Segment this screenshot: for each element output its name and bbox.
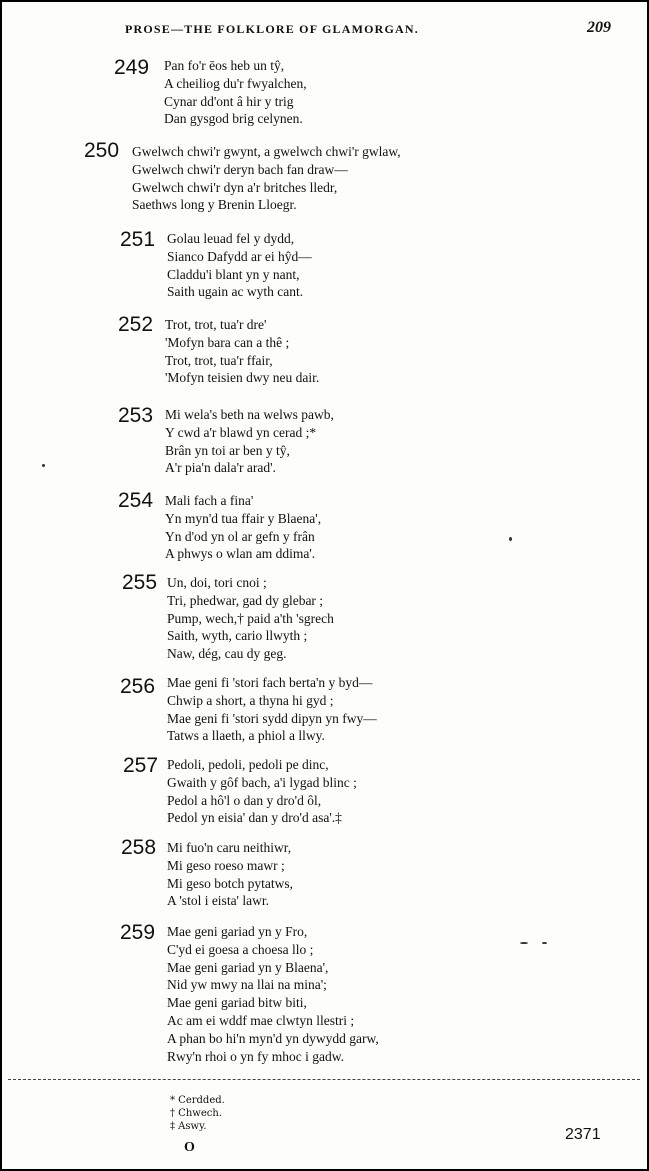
verse-line: Y cwd a'r blawd yn cerad ;*: [165, 424, 317, 440]
verse-line: Mi geso botch pytatws,: [167, 875, 293, 891]
verse-line: Mi geso roeso mawr ;: [167, 857, 285, 873]
verse-line: A cheiliog du'r fwyalchen,: [164, 75, 307, 91]
verse-line: Mae geni fi 'stori sydd dipyn yn fwy—: [167, 710, 377, 726]
verse-number: 249: [114, 56, 150, 79]
verse-lines: [167, 923, 379, 1065]
verse-lines: [167, 674, 377, 745]
verse-number: 255: [122, 571, 158, 594]
verse-line: Naw, dég, cau dy geg.: [167, 646, 287, 662]
verse-number: 253: [118, 404, 154, 427]
verse-lines: [164, 57, 307, 128]
scan-speck: [509, 537, 512, 541]
verse-line: Trot, trot, tua'r dre': [165, 317, 267, 332]
verse-line: Claddu'i blant yn y nant,: [167, 266, 300, 282]
verse-line: Rwy'n rhoi o yn fy mhoc i gadw.: [167, 1048, 345, 1064]
verse-line: Nid yw mwy na llai na mina';: [167, 977, 327, 993]
verse-number: 251: [120, 228, 156, 251]
verse-lines: [167, 230, 312, 301]
footnote-rule: [8, 1079, 640, 1080]
verse-lines: [132, 143, 401, 214]
verse-line: Gwelwch chwi'r deryn bach fan draw—: [132, 161, 348, 177]
verse-line: Mi wela's beth na welws pawb,: [165, 407, 334, 422]
verse-line: Sianco Dafydd ar ei hŷd—: [167, 248, 312, 264]
verse-line: Yn myn'd tua ffair y Blaena',: [165, 510, 322, 526]
footnote: * Cerdded.: [170, 1095, 225, 1106]
verse-number: 250: [84, 139, 120, 162]
verse-number: 256: [120, 675, 156, 698]
verse-line: A phwys o wlan am ddima'.: [165, 546, 316, 562]
verse-line: Pedol yn eisia' dan y dro'd asa'.‡: [167, 810, 342, 826]
verse-line: Un, doi, tori cnoi ;: [167, 575, 267, 590]
verse-line: Gwelwch chwi'r dyn a'r britches lledr,: [132, 179, 338, 195]
verse-number: 258: [121, 836, 157, 859]
scan-speck: [42, 464, 45, 467]
footnotes: [170, 1094, 225, 1133]
page-header: [2, 19, 647, 43]
running-title: PROSE—THE FOLKLORE OF GLAMORGAN.: [125, 22, 419, 36]
verse-lines: [167, 574, 334, 663]
verse-lines: [165, 406, 334, 477]
verse-line: C'yd ei goesa a choesa llo ;: [167, 941, 314, 957]
verse-line: Tri, phedwar, gad dy glebar ;: [167, 592, 324, 608]
verse-line: Mae geni gariad bitw biti,: [167, 995, 307, 1011]
verse-lines: [167, 756, 357, 827]
verse-line: Golau leuad fel y dydd,: [167, 231, 295, 246]
verse-number: 252: [118, 313, 154, 336]
verse-line: Yn d'od yn ol ar gefn y frân: [165, 528, 315, 544]
verse-lines: [167, 839, 293, 910]
verse-line: Saith, wyth, cario llwyth ;: [167, 628, 308, 644]
verse-line: Cynar dd'ont â hir y trig: [164, 93, 294, 109]
verse-line: Mae geni fi 'stori fach berta'n y byd—: [167, 675, 373, 690]
verse-line: Mali fach a fina': [165, 493, 254, 508]
verse-line: Saethws long y Brenin Lloegr.: [132, 197, 297, 213]
verse-line: Ac am ei wddf mae clwtyn llestri ;: [167, 1012, 355, 1028]
footnote: ‡ Aswy.: [170, 1121, 207, 1132]
verse-line: Pedoli, pedoli, pedoli pe dinc,: [167, 757, 329, 772]
verse-line: Dan gysgod brig celynen.: [164, 111, 303, 127]
verse-number: 254: [118, 489, 154, 512]
verse-line: Brân yn toi ar ben y tŷ,: [165, 442, 290, 458]
verse-line: 'Mofyn bara can a thê ;: [165, 334, 290, 350]
verse-line: Mi fuo'n caru neithiwr,: [167, 840, 292, 855]
verse-line: A phan bo hi'n myn'd yn dywydd garw,: [167, 1030, 379, 1046]
verse-line: A 'stol i eista' lawr.: [167, 893, 269, 909]
verse-line: Gwelwch chwi'r gwynt, a gwelwch chwi'r gwlaw,: [132, 144, 401, 159]
verse-lines: [165, 316, 319, 387]
scan-speck: [542, 942, 547, 944]
verse-line: 'Mofyn teisien dwy neu dair.: [165, 370, 320, 386]
signature-mark: O: [184, 1140, 195, 1155]
verse-line: Trot, trot, tua'r ffair,: [165, 352, 273, 368]
page-number: 209: [587, 19, 611, 36]
scan-speck: [520, 942, 528, 944]
verse-lines: [165, 492, 321, 563]
verse-line: Mae geni gariad yn y Fro,: [167, 924, 308, 939]
verse-line: Mae geni gariad yn y Blaena',: [167, 959, 329, 975]
verse-line: Pan fo'r ēos heb un tŷ,: [164, 58, 285, 73]
verse-line: Gwaith y gôf bach, a'i lygad blinc ;: [167, 774, 357, 790]
verse-line: A'r pia'n dala'r arad'.: [165, 460, 276, 476]
footnote: † Chwech.: [170, 1108, 222, 1119]
verse-line: Tatws a llaeth, a phiol a llwy.: [167, 728, 325, 744]
verse-line: Saith ugain ac wyth cant.: [167, 284, 304, 300]
verse-line: Chwip a short, a thyna hi gyd ;: [167, 692, 334, 708]
verse-line: Pedol a hô'l o dan y dro'd ôl,: [167, 792, 322, 808]
verse-number: 259: [120, 921, 156, 944]
verse-number: 257: [123, 754, 159, 777]
verse-line: Pump, wech,† paid a'th 'sgrech: [167, 610, 334, 626]
catalog-number: 2371: [565, 1126, 601, 1143]
